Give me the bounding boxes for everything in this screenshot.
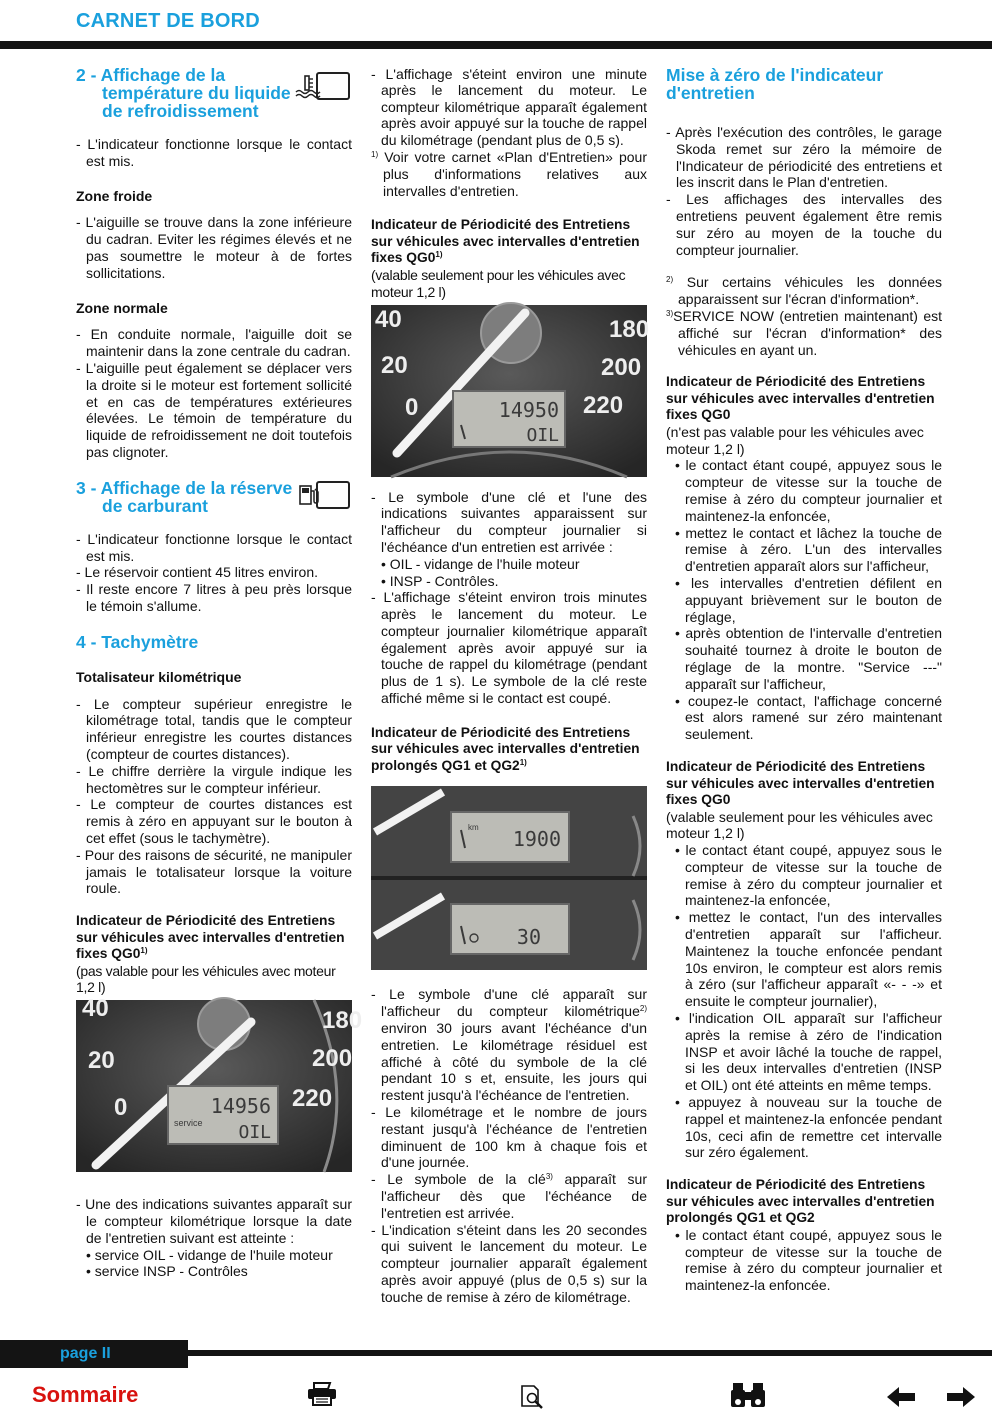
zone-froide-text: - L'aiguille se trouve dans la zone inférieure du cadran. Eviter les régimes élevés et ne pas soumettre le moteur à de fortes sollicitations. bbox=[76, 214, 352, 281]
gauge-label-180: 180 bbox=[609, 315, 650, 343]
ipe-qg1-qg2-heading: Indicateur de Périodicité des Entretiens sur véhicules avec intervalles d'entretien prolongés QG1 et QG2$^{1)}$ bbox=[371, 724, 640, 773]
gauge-label-220: 220 bbox=[292, 1085, 333, 1113]
reset-qg0-12-note: (valable seulement pour les véhicules avec moteur 1,2 l) bbox=[666, 808, 933, 842]
coolant-temperature-icon bbox=[316, 72, 350, 100]
ipe-qg0-12-heading: Indicateur de Périodicité des Entretiens sur véhicules avec intervalles d'entretien fixes QG0$^{1)}$ bbox=[371, 217, 640, 266]
column-3 bbox=[666, 66, 942, 1294]
lcd-odometer: 14956 bbox=[210, 1094, 271, 1119]
reset-qg0-step-4: • après obtention de l'intervalle d'entretien souhaité tournez à droite le bouton de réglage de la montre. "Service ---" apparaît sur l'afficheur, bbox=[675, 625, 942, 692]
insp-bullet: • INSP - Contrôles. bbox=[381, 572, 499, 589]
reset-qg0-step-3: • les intervalles d'entretien défilent en appuyant brièvement sur le bouton de réglage, bbox=[675, 575, 942, 625]
reset-qg0-heading: Indicateur de Périodicité des Entretiens sur véhicules avec intervalles d'entretien fixes QG0 bbox=[666, 374, 935, 423]
instrument-cluster-photo-2 bbox=[371, 305, 650, 477]
service-display-photo bbox=[371, 786, 647, 970]
reset-qg0-step-2: • mettez le contact et lâchez la touche de remise à zéro. L'un des intervalles d'entretien apparaît alors sur l'afficheur, bbox=[675, 524, 942, 575]
key-symbol-text: - Le symbole d'une clé et l'une des indications suivantes apparaissent sur l'afficheur du compteur journalier si l'échéance d'un entretien est arrivée : bbox=[371, 488, 647, 555]
display-off-3min-text: - L'affichage s'éteint environ trois minutes après le lancement du moteur. Le compteur journalier kilométrique apparaît également après avoir appuyé sur ia touche de rappel du kilométrage (pendant plus de 1 s). Le symbole de la clé reste affiché même si le contact est coupé. bbox=[371, 589, 647, 707]
reset-qg0-12-step-1: • le contact étant coupé, appuyez sous le compteur de vitesse sur la touche de remise à zéro du compteur journalier et maintenez-la enfoncée, bbox=[675, 842, 942, 909]
indication-off-20s-text: - L'indication s'éteint dans les 20 secondes qui suivent le lancement du moteur. Le compteur journalier apparaît également après avoir appuyé (plus de 0,5 s) sur la touche de remise à zéro de kilométrage. bbox=[371, 1221, 647, 1305]
gauge-label-20: 20 bbox=[381, 351, 408, 379]
gauge-label-200: 200 bbox=[601, 353, 642, 381]
reset-qg0-note: (n'est pas valable pour les véhicules avec moteur 1,2 l) bbox=[666, 423, 924, 457]
km-days-decrease-text: - Le kilométrage et le nombre de jours restant jusqu'à l'échéance de l'entretien diminuent de 100 km à chaque fois et d'une journée. bbox=[371, 1103, 647, 1171]
arrow-left-icon[interactable] bbox=[886, 1386, 916, 1413]
document-header-title: CARNET DE BORD bbox=[76, 10, 260, 32]
gauge-label-40: 40 bbox=[82, 995, 109, 1023]
lcd-odometer: 14950 bbox=[498, 397, 559, 422]
lcd-km-unit: km bbox=[468, 823, 479, 833]
sommaire-link[interactable]: Sommaire bbox=[32, 1382, 139, 1407]
reset-qg0-12-heading: Indicateur de Périodicité des Entretiens sur véhicules avec intervalles d'entretien fixes QG0 bbox=[666, 759, 935, 807]
oil-bullet: • OIL - vidange de l'huile moteur bbox=[381, 555, 580, 572]
lcd-oil-label: OIL bbox=[526, 424, 559, 446]
service-oil-bullet: • service OIL - vidange de l'huile moteur bbox=[86, 1246, 333, 1263]
gauge-label-20: 20 bbox=[88, 1047, 115, 1075]
reset-qg0-step-1: • le contact étant coupé, appuyez sous le compteur de vitesse sur la touche de remise à zéro du compteur journalier et maintenez-la enfoncée, bbox=[675, 457, 942, 524]
gauge-label-40: 40 bbox=[375, 305, 402, 333]
totalisateur-text-4: - Pour des raisons de sécurité, ne manipuler jamais le totalisateur lorsque la voiture roule. bbox=[76, 846, 352, 897]
lcd-service-label: service bbox=[174, 1118, 203, 1129]
reset-qg0-12-step-3: • l'indication OIL apparaît sur l'afficheur après la remise à zéro de l'indication INSP et avoir lâché la touche de rappel, si les deux intervalles d'entretien (INSP et OIL) ont été atteints en même temps. bbox=[675, 1010, 942, 1094]
totalisateur-text-1: - Le compteur supérieur enregistre le kilométrage total, tandis que le compteur inférieur enregistre les courtes distances (compteur de courtes distances). bbox=[76, 695, 352, 762]
key-symbol-due-text: - Le symbole de la clé$^{3)}$ apparaît sur l'afficheur dès que l'échéance de l'entretien est arrivée. bbox=[371, 1171, 647, 1221]
totalisateur-text-2: - Le chiffre derrière la virgule indique les hectomètres sur le compteur inférieur. bbox=[76, 762, 352, 796]
arrow-right-icon[interactable] bbox=[946, 1386, 976, 1413]
footnote-2: $^{2)}$ Sur certains véhicules les données apparaissent sur l'écran d'information*. bbox=[666, 274, 943, 308]
binoculars-search-icon[interactable] bbox=[730, 1381, 766, 1414]
printer-icon[interactable] bbox=[306, 1381, 338, 1412]
service-insp-bullet: • service INSP - Contrôles bbox=[86, 1263, 248, 1280]
gauge-label-180: 180 bbox=[322, 1007, 363, 1035]
section-3-text-1: - L'indicateur fonctionne lorsque le contact est mis. bbox=[76, 530, 352, 564]
page-number-tab: page II bbox=[0, 1340, 188, 1368]
zone-froide-heading: Zone froide bbox=[76, 187, 153, 204]
gauge-label-0: 0 bbox=[114, 1094, 128, 1122]
display-off-text: - L'affichage s'éteint environ une minute après le lancement du moteur. Le compteur kilométrique apparaît également après avoir appuyé sur la touche de rappel du kilométrage (pendant plus de 0,5 s). bbox=[371, 66, 647, 148]
footnote-1: $^{1)}$ Voir votre carnet «Plan d'Entretien» pour plus d'informations relatives aux intervalles d'entretien. bbox=[371, 149, 648, 199]
gauge-label-220: 220 bbox=[583, 391, 624, 419]
reset-indicator-heading: Mise à zéro de l'indicateur d'entretien bbox=[666, 65, 884, 103]
header-divider-bar bbox=[0, 41, 992, 49]
lcd-remaining-km: 1900 bbox=[512, 827, 561, 852]
reset-qg0-12-step-4: • appuyez à nouveau sur la touche de rappel et maintenez-la enfoncée pendant 10s, ceci afin de remettre cet intervalle sur zéro également. bbox=[675, 1094, 942, 1161]
column-1 bbox=[76, 65, 363, 1280]
section-2-heading: 2 - Affichage de la température du liquide de refroidissement bbox=[76, 66, 352, 120]
instrument-cluster-photo-1 bbox=[76, 995, 363, 1172]
zone-normale-text-1: - En conduite normale, l'aiguille doit se maintenir dans la zone centrale du cadran. bbox=[76, 326, 352, 360]
ipe-qg0-heading: Indicateur de Périodicité des Entretiens sur véhicules avec intervalles d'entretien fixes QG0$^{1)}$ bbox=[76, 913, 345, 962]
lcd-oil-label: OIL bbox=[238, 1122, 271, 1144]
zone-normale-text-2: - L'aiguille peut également se déplacer vers la droite si le moteur est fortement sollicité et en cas de températures extérieures élevées. Le témoin de température du liquide de refroidissement ne doit toutefois pas clignoter. bbox=[76, 359, 352, 460]
ipe-qg0-12-note: (valable seulement pour les véhicules avec moteur 1,2 l) bbox=[371, 266, 626, 300]
column-2 bbox=[371, 66, 650, 1306]
totalisateur-heading: Totalisateur kilométrique bbox=[76, 668, 242, 685]
reset-text-1: - Après l'exécution des contrôles, le garage Skoda remet sur zéro la mémoire de l'Indicateur de périodicité des entretiens et les inscrit dans le Plan d'entretien. bbox=[666, 124, 942, 191]
zoom-document-icon[interactable] bbox=[520, 1384, 546, 1415]
key-30-days-text: - Le symbole d'une clé apparaît sur l'afficheur du compteur kilométrique$^{2)}$ environ 30 jours avant l'échéance d'un entretien. Le kilométrage résiduel est affiché à côté du symbole de la clé pendant 10 s et, ensuite, les jours qui restent jusqu'à l'échéance de l'entretien. bbox=[371, 986, 647, 1104]
gauge-label-200: 200 bbox=[312, 1045, 353, 1073]
section-3-text-2: - Le réservoir contient 45 litres environ. bbox=[76, 564, 318, 581]
gauge-label-0: 0 bbox=[405, 393, 419, 421]
reset-qg0-step-5: • coupez-le contact, l'affichage concerné est alors ramené sur zéro maintenant seulement. bbox=[675, 692, 942, 743]
section-3-text-3: - Il reste encore 7 litres à peu près lorsque le témoin s'allume. bbox=[76, 581, 352, 614]
service-indication-text: - Une des indications suivantes apparaît sur le compteur kilométrique lorsque la date de l'entretien suivant est atteinte : bbox=[76, 1196, 352, 1246]
footnote-3: $^{3)}$SERVICE NOW (entretien maintenant) est affiché sur l'écran d'information* des véhicules en ayant un. bbox=[666, 307, 942, 358]
reset-text-2: - Les affichages des intervalles des entretiens peuvent également être remis sur zéro au moyen de la touche du compteur journalier. bbox=[666, 191, 942, 258]
section-4-heading: 4 - Tachymètre bbox=[76, 631, 199, 652]
reset-qg1-qg2-step-1: • le contact étant coupé, appuyez sous le compteur de vitesse sur la touche de remise à zéro du compteur journalier et maintenez-la enfoncée. bbox=[675, 1226, 942, 1294]
section-3-heading: 3 - Affichage de la réserve de carburant bbox=[76, 479, 352, 515]
totalisateur-text-3: - Le compteur de courtes distances est remis à zéro en appuyant sur le bouton à cet effet (sous le tachymètre). bbox=[76, 796, 352, 846]
fuel-pump-icon bbox=[316, 481, 350, 509]
lcd-remaining-days: 30 bbox=[516, 925, 541, 950]
section-2-text: - L'indicateur fonctionne lorsque le contact est mis. bbox=[76, 136, 352, 169]
reset-qg0-12-step-2: • mettez le contact, l'un des intervalles d'entretien apparaît sur l'afficheur. Maintenez la touche enfoncée pendant 10s environ, le compteur est alors remis à zéro (sur l'afficheur apparaît «- - -» et ensuite le compteur journalier), bbox=[675, 909, 942, 1010]
reset-qg1-qg2-heading: Indicateur de Périodicité des Entretiens sur véhicules avec intervalles d'entretien prolongés QG1 et QG2 bbox=[666, 1177, 935, 1226]
zone-normale-heading: Zone normale bbox=[76, 299, 168, 316]
ipe-qg0-note: (pas valable pour les véhicules avec moteur 1,2 l) bbox=[76, 962, 336, 996]
